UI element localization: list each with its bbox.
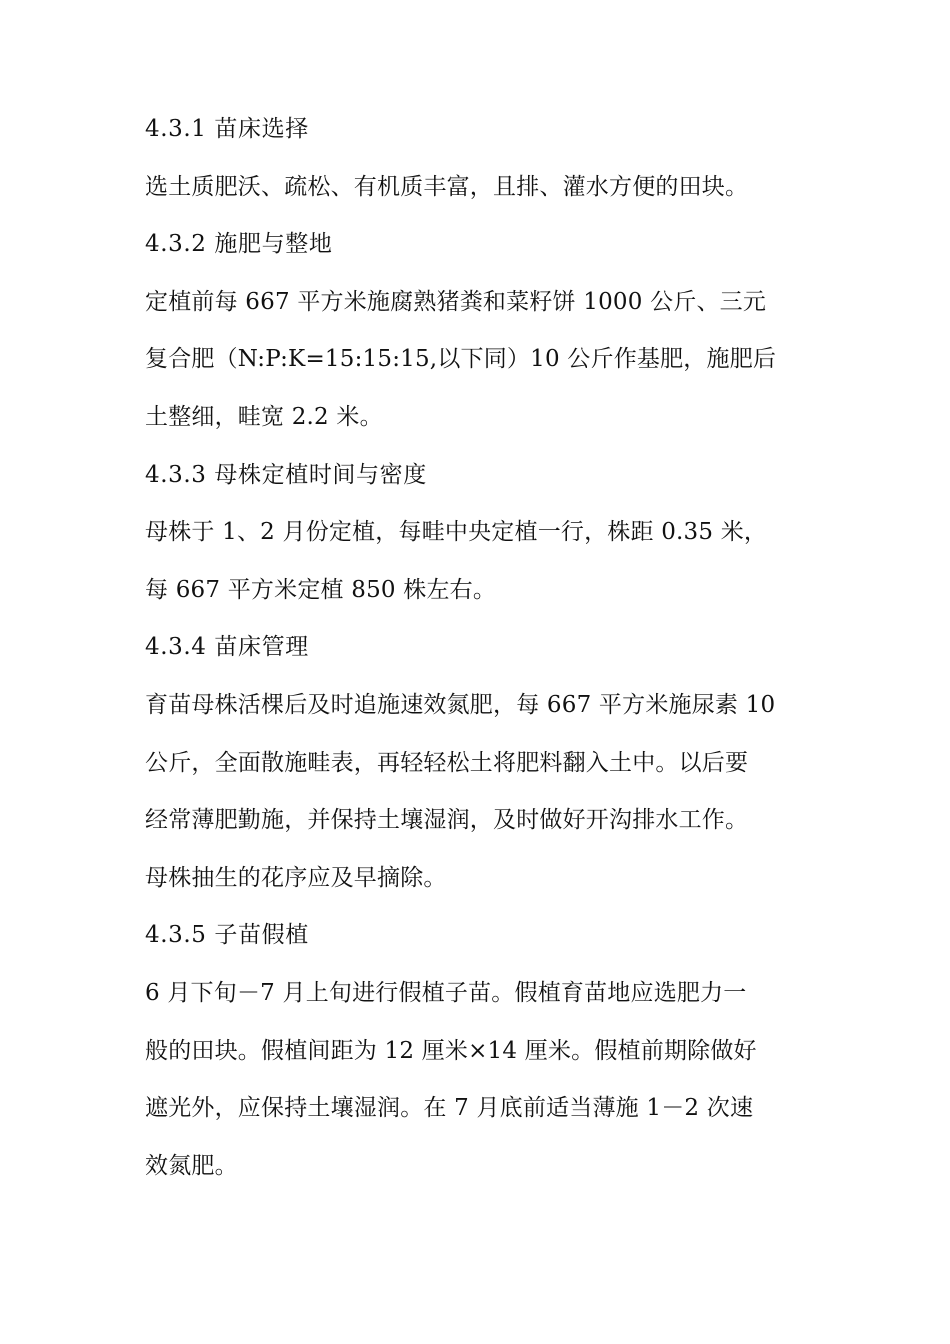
paragraph-line: 6 月下旬－7 月上旬进行假植子苗。假植育苗地应选肥力一	[145, 979, 747, 1006]
paragraph-line: 定植前每 667 平方米施腐熟猪粪和菜籽饼 1000 公斤、三元	[145, 288, 767, 315]
section-heading-4-3-1: 4.3.1 苗床选择	[145, 116, 309, 142]
section-heading-4-3-5: 4.3.5 子苗假植	[145, 922, 309, 949]
paragraph-line: 般的田块。假植间距为 12 厘米×14 厘米。假植前期除做好	[145, 1037, 757, 1064]
paragraph-line: 育苗母株活棵后及时追施速效氮肥，每 667 平方米施尿素 10	[145, 691, 776, 718]
paragraph-line: 每 667 平方米定植 850 株左右。	[145, 576, 497, 603]
paragraph-line: 母株抽生的花序应及早摘除。	[145, 864, 447, 891]
document-body	[145, 101, 810, 1195]
section-heading-4-3-3: 4.3.3 母株定植时间与密度	[145, 461, 427, 488]
paragraph-line: 复合肥（N:P:K=15:15:15,以下同）10 公斤作基肥，施肥后	[145, 346, 777, 373]
paragraph-line: 遮光外，应保持土壤湿润。在 7 月底前适当薄施 1－2 次速	[145, 1095, 754, 1122]
paragraph-line: 经常薄肥勤施，并保持土壤湿润，及时做好开沟排水工作。	[145, 807, 749, 834]
paragraph-line: 效氮肥。	[145, 1152, 238, 1179]
section-heading-4-3-4: 4.3.4 苗床管理	[145, 634, 309, 661]
section-heading-4-3-2: 4.3.2 施肥与整地	[145, 231, 333, 258]
paragraph-line: 公斤，全面散施畦表，再轻轻松土将肥料翻入土中。以后要	[145, 749, 749, 776]
paragraph-line: 选土质肥沃、疏松、有机质丰富，且排、灌水方便的田块。	[145, 173, 749, 200]
paragraph-line: 母株于 1、2 月份定植，每畦中央定植一行，株距 0.35 米，	[145, 519, 768, 546]
paragraph-line: 土整细，畦宽 2.2 米。	[145, 403, 383, 430]
